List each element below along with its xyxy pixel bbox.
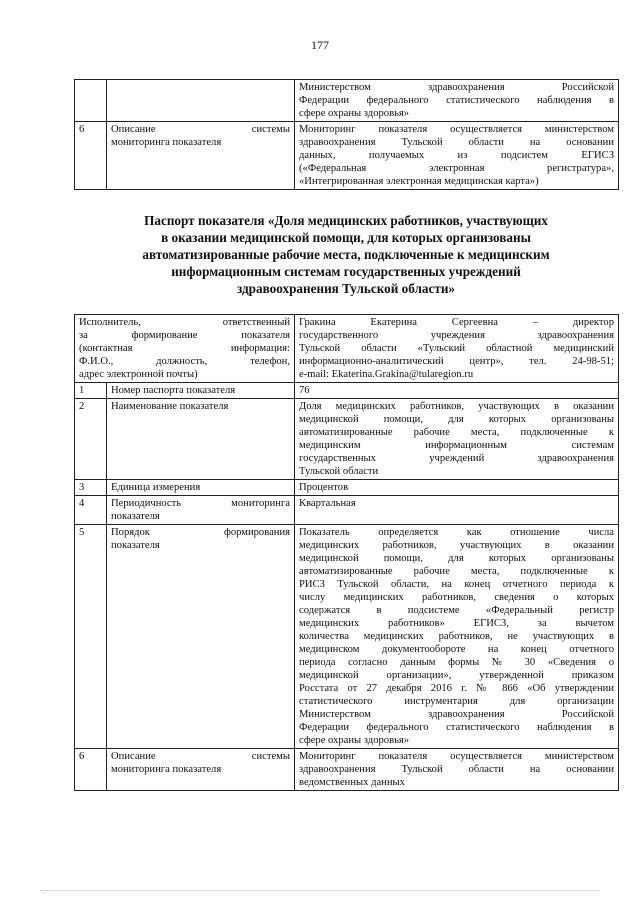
row-number: 5 xyxy=(75,525,107,749)
text-line: сфере охраны здоровья» xyxy=(299,108,410,119)
text-line: Наименование показателя xyxy=(111,401,229,412)
row-number: 6 xyxy=(75,122,107,190)
text-line: автоматизированные рабочие места, подключенные к xyxy=(299,427,614,438)
text-line: (контактная информация: xyxy=(79,343,290,354)
text-line: за формирование показателя xyxy=(79,330,290,341)
row-number: 4 xyxy=(75,496,107,525)
text-line: Порядок формирования xyxy=(111,527,290,538)
text-line: здравоохранения Тульской области на основании xyxy=(299,137,614,148)
text-line: медицинском документообороте на конец отчетного xyxy=(299,644,614,655)
text-line: Описание системы xyxy=(111,751,290,762)
executor-value xyxy=(295,315,619,383)
table-row xyxy=(75,383,619,399)
row-number: 3 xyxy=(75,480,107,496)
heading-line: здравоохранения Тульской области» xyxy=(236,281,456,296)
text-line: «Интегрированная электронная медицинская карта») xyxy=(299,176,539,187)
text-line: Доля медицинских работников, участвующих в оказании xyxy=(299,401,614,412)
text-line: статистического инструментария для организации xyxy=(299,696,614,707)
page-number: 177 xyxy=(311,38,329,52)
row-name xyxy=(107,496,295,525)
text-line: e-mail: Ekaterina.Grakina@tularegion.ru xyxy=(299,369,474,380)
text-line: Ф.И.О., должность, телефон, xyxy=(79,356,290,367)
text-line: Описание системы xyxy=(111,124,290,135)
row-value xyxy=(295,122,619,190)
table-row xyxy=(75,749,619,791)
table-row xyxy=(75,496,619,525)
text-line: медицинских работников» ЕГИСЗ, за вычетом xyxy=(299,618,614,629)
heading-line: автоматизированные рабочие места, подключенные к медицинским xyxy=(142,247,550,262)
text-line: государственных учреждений здравоохранения xyxy=(299,453,614,464)
row-value xyxy=(295,80,619,122)
text-line: показателя xyxy=(111,511,160,522)
text-line: медицинской организации», утвержденной приказом xyxy=(299,670,614,681)
executor-row xyxy=(75,315,619,383)
table-row xyxy=(75,399,619,480)
text-line: Гракина Екатерина Сергеевна – директор xyxy=(299,317,614,328)
row-name xyxy=(107,749,295,791)
text-line: автоматизированные рабочие места, подключенные к xyxy=(299,566,614,577)
text-line: Квартальная xyxy=(299,498,356,509)
text-line: содержатся в подсистеме «Федеральный регистр xyxy=(299,605,614,616)
passport-heading xyxy=(74,212,618,297)
row-value xyxy=(295,399,619,480)
text-line: числу медицинских работников, сведения о которых xyxy=(299,592,614,603)
text-line: Процентов xyxy=(299,482,349,493)
heading-line: Паспорт показателя «Доля медицинских работников, участвующих xyxy=(144,213,548,228)
table-row xyxy=(75,122,619,190)
text-line: Номер паспорта показателя xyxy=(111,385,236,396)
text-line: Росстата от 27 декабря 2016 г. № 866 «Об утверждении xyxy=(299,683,614,694)
text-line: сфере охраны здоровья» xyxy=(299,735,410,746)
executor-label xyxy=(75,315,295,383)
text-line: Периодичность мониторинга xyxy=(111,498,290,509)
row-name xyxy=(107,480,295,496)
text-line: медицинским информационным системам xyxy=(299,440,614,451)
heading-line: в оказании медицинской помощи, для которых организованы xyxy=(161,230,531,245)
text-line: 76 xyxy=(299,385,310,396)
text-line: РИСЗ Тульской области, на конец отчетного периода к xyxy=(299,579,614,590)
row-value xyxy=(295,383,619,399)
table-row xyxy=(75,525,619,749)
text-line: количества медицинских работников, не участвующих в xyxy=(299,631,614,642)
text-line: данных, получаемых из подсистем ЕГИСЗ xyxy=(299,150,614,161)
text-line: медицинской помощи, для которых организованы xyxy=(299,414,614,425)
text-line: показателя xyxy=(111,540,160,551)
text-line: («Федеральная электронная регистратура», xyxy=(299,163,614,174)
row-name xyxy=(107,383,295,399)
text-line: Федерации федерального статистического наблюдения в xyxy=(299,722,614,733)
text-line: медицинской помощи, для которых организованы xyxy=(299,553,614,564)
row-name xyxy=(107,80,295,122)
text-line: Тульской области xyxy=(299,466,379,477)
row-number: 2 xyxy=(75,399,107,480)
continuation-table xyxy=(74,79,619,190)
text-line: государственного учреждения здравоохранения xyxy=(299,330,614,341)
text-line: Исполнитель, ответственный xyxy=(79,317,290,328)
page-footer-line xyxy=(40,890,600,892)
text-line: Показатель определяется как отношение числа xyxy=(299,527,614,538)
text-line: информационно-аналитический центр», тел. 24-98-51; xyxy=(299,356,614,367)
row-name xyxy=(107,399,295,480)
table-row xyxy=(75,480,619,496)
text-line: здравоохранения Тульской области на основании xyxy=(299,764,614,775)
heading-line: информационным системам государственных учреждений xyxy=(171,264,521,279)
text-line: Мониторинг показателя осуществляется министерством xyxy=(299,751,614,762)
row-number xyxy=(75,80,107,122)
text-line: Федерации федерального статистического наблюдения в xyxy=(299,95,614,106)
indicator-passport-table xyxy=(74,314,619,791)
text-line: мониторинга показателя xyxy=(111,137,222,148)
text-line: Единица измерения xyxy=(111,482,201,493)
text-line: ведомственных данных xyxy=(299,777,405,788)
text-line: медицинских работников, участвующих в оказании xyxy=(299,540,614,551)
row-value xyxy=(295,749,619,791)
text-line: периода согласно данным формы № 30 «Сведения о xyxy=(299,657,614,668)
row-value xyxy=(295,480,619,496)
row-number: 6 xyxy=(75,749,107,791)
text-line: Министерством здравоохранения Российской xyxy=(299,82,614,93)
text-line: Министерством здравоохранения Российской xyxy=(299,709,614,720)
text-line: Тульской области «Тульский областной медицинский xyxy=(299,343,614,354)
row-name xyxy=(107,122,295,190)
row-name xyxy=(107,525,295,749)
text-line: мониторинга показателя xyxy=(111,764,222,775)
text-line: Мониторинг показателя осуществляется министерством xyxy=(299,124,614,135)
row-value xyxy=(295,525,619,749)
row-number: 1 xyxy=(75,383,107,399)
table-row xyxy=(75,80,619,122)
text-line: адрес электронной почты) xyxy=(79,369,198,380)
row-value xyxy=(295,496,619,525)
